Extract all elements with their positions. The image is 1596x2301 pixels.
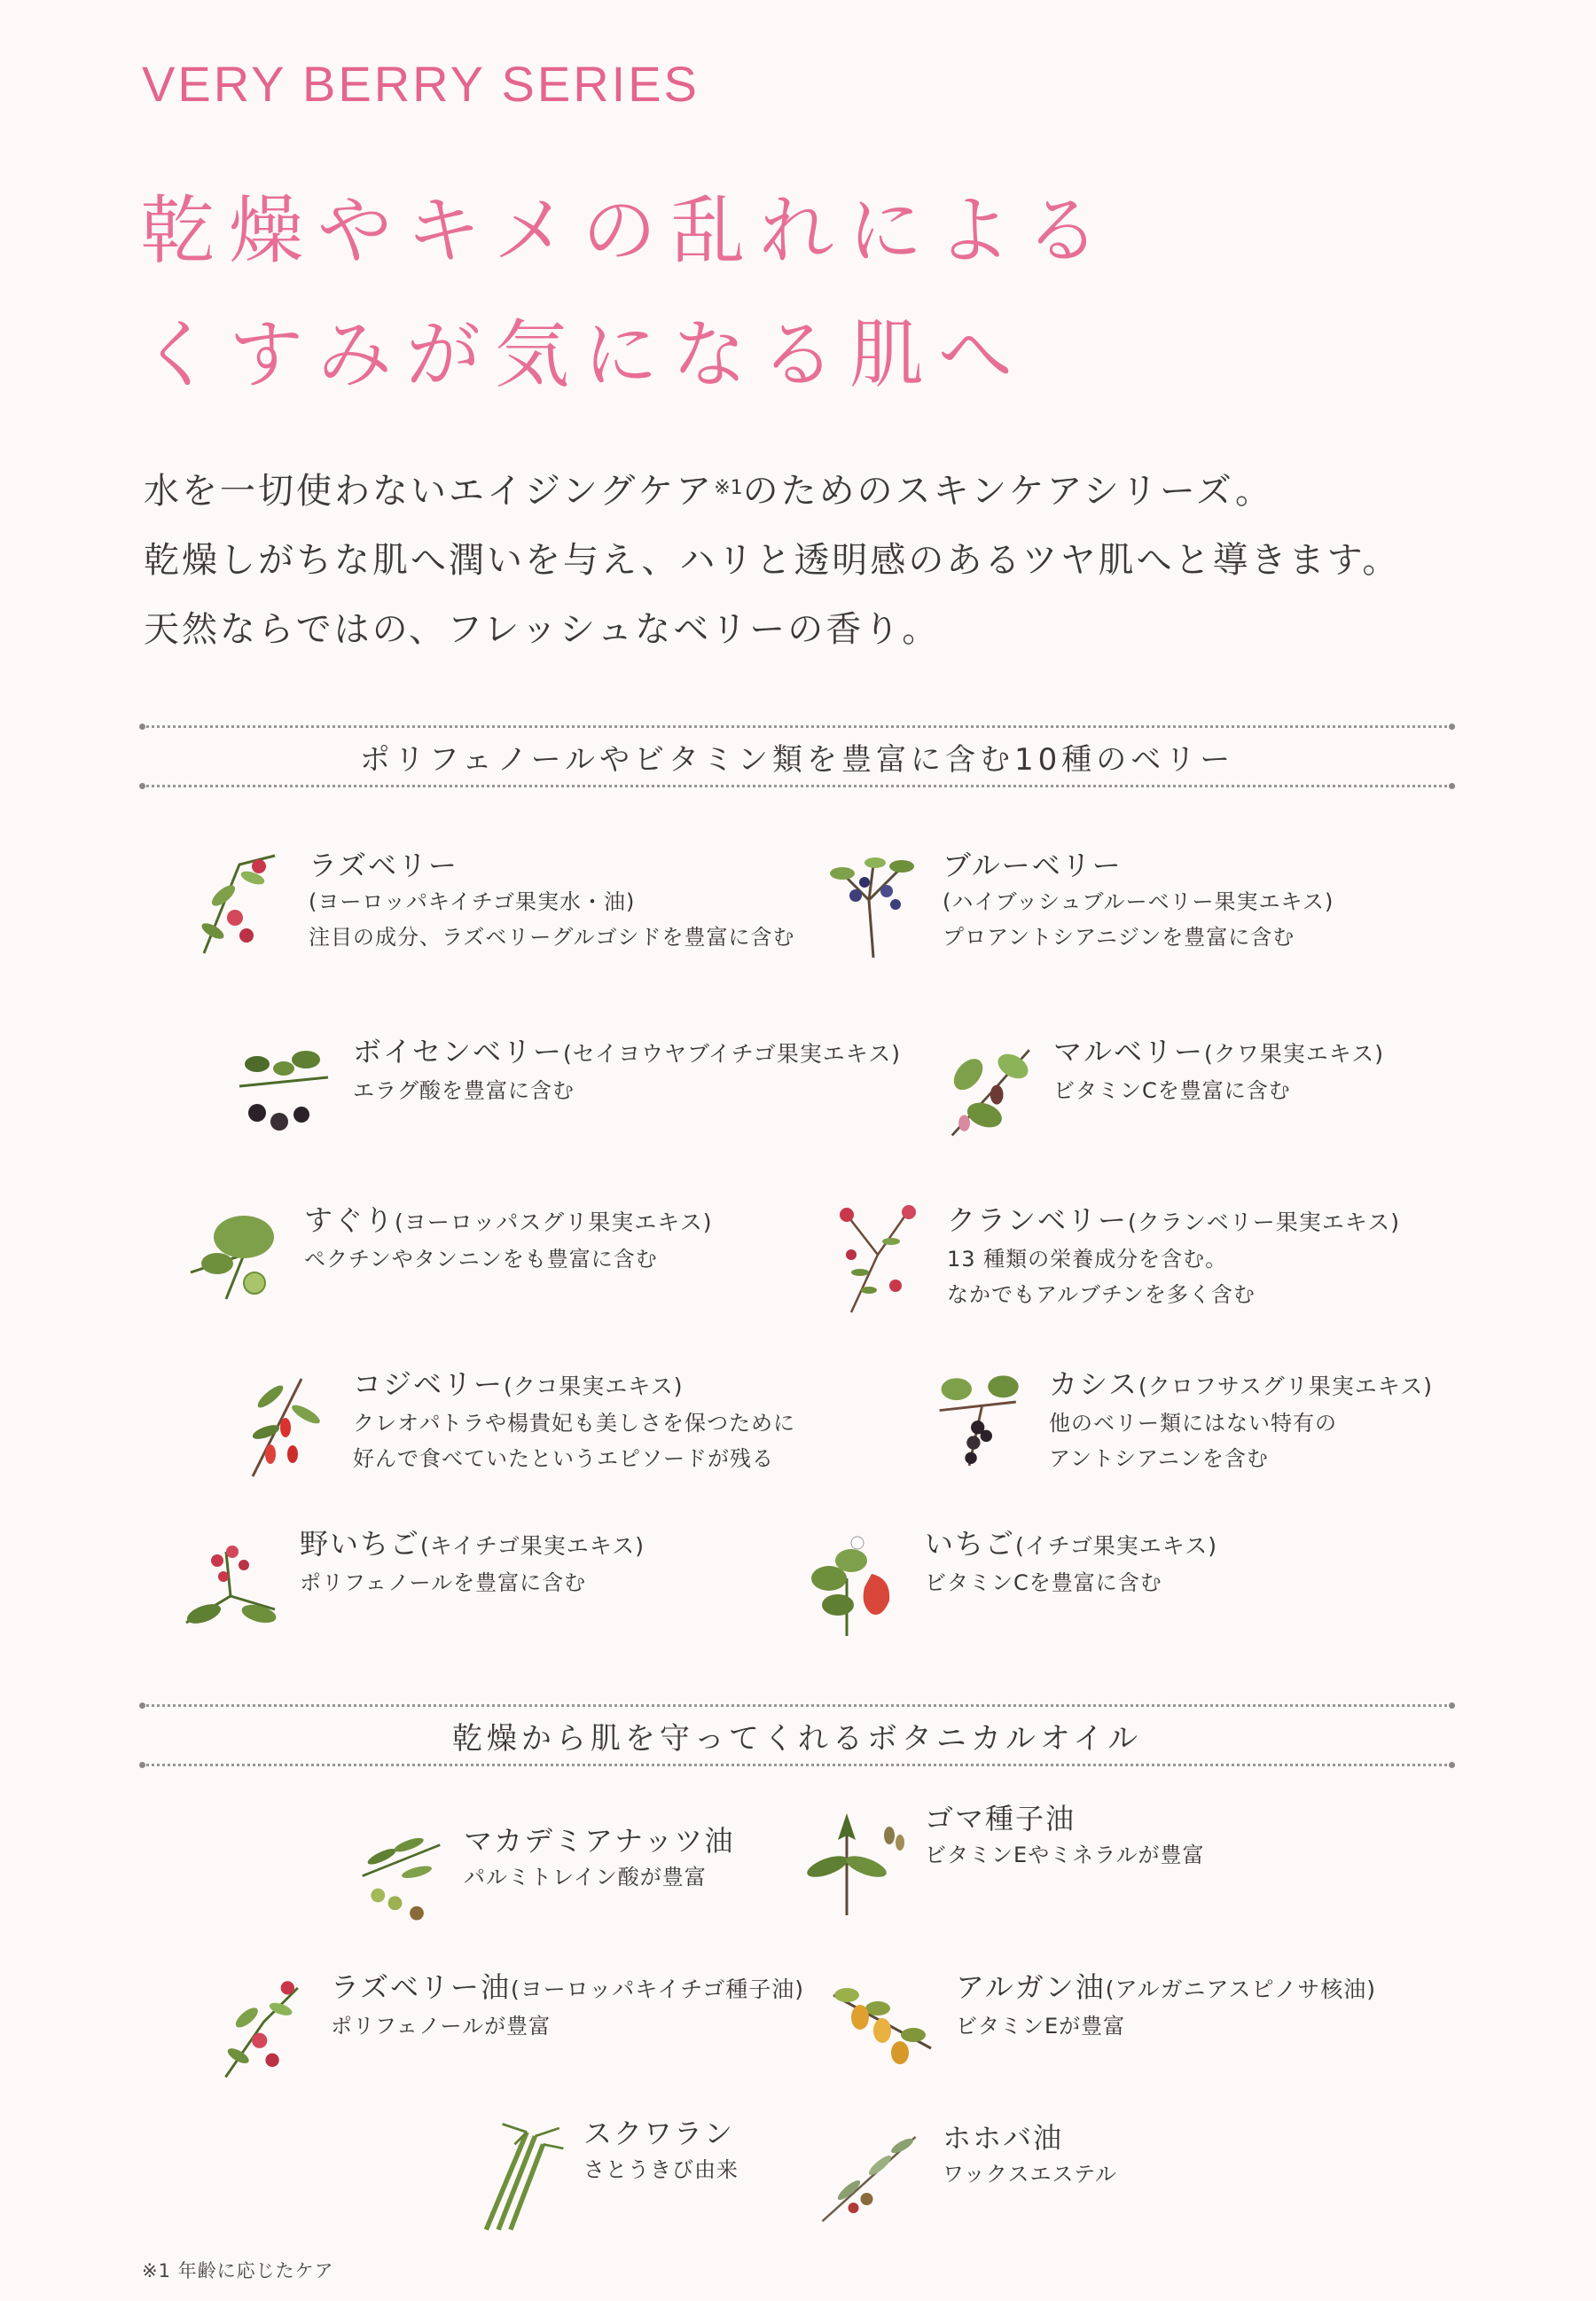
berry-name-text: クランベリー [947, 1203, 1129, 1237]
intro-line-3: 天然ならではの、フレッシュなベリーの香り。 [144, 609, 941, 650]
berry-description: エラグ酸を豊富に含む [353, 1078, 575, 1103]
berry-source: (クロフサスグリ果実エキス) [1138, 1374, 1434, 1399]
oil-item-jojoba [816, 2119, 1117, 2234]
berry-name [353, 1366, 795, 1405]
berry-item-blackcurrant [931, 1366, 1433, 1481]
oil-name: スクワラン [583, 2117, 735, 2150]
oil-item-raspberry-seed [213, 1968, 804, 2084]
berry-description: ペクチンやタンニンをも豊富に含む [304, 1247, 658, 1272]
oil-name: ホホバ油 [943, 2121, 1064, 2155]
berry-name [304, 1201, 713, 1241]
divider-bottom [142, 785, 1452, 787]
sugarcane-icon [470, 2115, 567, 2239]
oil-name-text: アルガン油 [956, 1970, 1106, 2004]
berry-description: ビタミンCを豊富に含む [925, 1570, 1162, 1595]
berry-source: (ヨーロッパスグリ果実エキス) [395, 1209, 713, 1235]
berry-name-text: いちご [925, 1527, 1016, 1561]
oil-item-sesame [802, 1800, 1204, 1915]
berry-item-blueberry [820, 847, 1334, 962]
oil-name [956, 1968, 1376, 2008]
berry-description: 他のベリー類にはない特有の [1049, 1411, 1337, 1436]
wild-strawberry-icon [177, 1525, 284, 1640]
berry-name: ラズベリー [309, 849, 459, 882]
headline-line-1: 乾燥やキメの乱れによる [140, 187, 1115, 274]
blueberry-icon [820, 847, 927, 962]
oil-description: ビタミンEが豊富 [956, 2014, 1126, 2039]
berry-source: (セイヨウヤブイチゴ果実エキス) [563, 1041, 902, 1067]
berry-name [947, 1201, 1400, 1241]
berry-name: ブルーベリー [943, 849, 1123, 882]
berry-source: (クランベリー果実エキス) [1128, 1209, 1401, 1235]
berry-name-text: すぐり [304, 1203, 395, 1237]
berry-description: クレオパトラや楊貴妃も美しさを保つために [353, 1411, 796, 1436]
oil-source: (ヨーロッパキイチゴ種子油) [511, 1976, 805, 2002]
berry-name [925, 1525, 1217, 1565]
strawberry-icon [802, 1525, 909, 1640]
berry-name-text: マルベリー [1053, 1035, 1205, 1068]
berry-item-gooseberry [182, 1201, 713, 1317]
berry-source: (ヨーロッパキイチゴ果実水・油) [309, 889, 636, 914]
berry-name-text: ボイセンベリー [353, 1035, 564, 1068]
berry-item-strawberry [802, 1525, 1217, 1640]
blackcurrant-icon [931, 1366, 1033, 1481]
intro-line-1b: のためのスキンケアシリーズ。 [742, 471, 1274, 512]
berry-name [353, 1033, 901, 1073]
series-title: VERY BERRY SERIES [142, 56, 700, 112]
oils-heading: 乾燥から肌を守ってくれるボタニカルオイル [451, 1720, 1143, 1757]
oil-description: ワックスエステル [943, 2162, 1117, 2187]
oil-description: さとうきび由来 [583, 2157, 739, 2182]
berry-item-boysenberry [231, 1033, 901, 1148]
berry-source: (ハイブッシュブルーベリー果実エキス) [943, 889, 1334, 914]
raspberry-icon [186, 847, 293, 962]
berry-description: ビタミンCを豊富に含む [1053, 1078, 1291, 1103]
goji-berry-icon [231, 1366, 337, 1481]
berry-description-2: なかでもアルブチンを多く含む [947, 1282, 1256, 1307]
argan-icon [825, 1968, 940, 2084]
oil-name: マカデミアナッツ油 [464, 1824, 735, 1858]
oil-name: ゴマ種子油 [925, 1802, 1076, 1835]
oil-description: ポリフェノールが豊富 [331, 2014, 552, 2039]
berry-description: 13 種類の栄養成分を含む。 [947, 1247, 1228, 1272]
berry-item-goji [231, 1366, 795, 1481]
oil-name [331, 1968, 804, 2008]
berry-description-2: 好んで食べていたというエピソードが残る [353, 1446, 774, 1471]
berry-name [1053, 1033, 1384, 1073]
oil-name-text: ラズベリー油 [331, 1970, 512, 2004]
cranberry-icon [825, 1201, 931, 1317]
berry-description-2: アントシアニンを含む [1049, 1446, 1269, 1471]
berry-source: (クコ果実エキス) [504, 1374, 684, 1399]
footnote: ※1 年齢に応じたケア [142, 2260, 334, 2281]
intro-line-1a: 水を一切使わないエイジングケア [144, 471, 715, 512]
sesame-icon [802, 1800, 909, 1915]
berry-item-cranberry [825, 1201, 1400, 1317]
oil-item-macadamia [355, 1822, 734, 1937]
oil-item-argan [825, 1968, 1376, 2084]
raspberry-oil-icon [213, 1968, 315, 2084]
jojoba-icon [816, 2119, 927, 2234]
berry-item-raspberry [186, 847, 795, 962]
berries-heading-band [142, 725, 1452, 787]
berry-item-mulberry [940, 1033, 1384, 1148]
intro-text [144, 454, 1400, 664]
berries-heading: ポリフェノールやビタミン類を豊富に含む10種のベリー [359, 741, 1235, 778]
berry-item-wild-strawberry [177, 1525, 645, 1640]
oils-heading-band [142, 1704, 1452, 1766]
berry-name [300, 1525, 645, 1565]
berry-source: (クワ果実エキス) [1204, 1041, 1385, 1067]
gooseberry-icon [182, 1201, 288, 1317]
macadamia-icon [355, 1822, 448, 1937]
headline [140, 168, 1114, 417]
berry-source: (キイチゴ果実エキス) [420, 1533, 645, 1559]
berry-description: プロアントシアニジンを豊富に含む [943, 925, 1295, 950]
berry-name [1049, 1366, 1433, 1405]
headline-line-2: くすみが気になる肌へ [140, 311, 1028, 398]
oil-item-squalane [470, 2115, 739, 2239]
intro-line-2: 乾燥しがちな肌へ潤いを与え、ハリと透明感のあるツヤ肌へと導きます。 [144, 540, 1401, 581]
oil-description: ビタミンEやミネラルが豊富 [925, 1843, 1205, 1867]
berry-description: 注目の成分、ラズベリーグルゴシドを豊富に含む [309, 925, 795, 950]
boysenberry-icon [231, 1033, 337, 1148]
divider-bottom [142, 1764, 1452, 1766]
berry-description: ポリフェノールを豊富に含む [300, 1570, 587, 1595]
oil-description: パルミトレイン酸が豊富 [464, 1865, 707, 1890]
berry-source: (イチゴ果実エキス) [1015, 1533, 1218, 1559]
berry-name-text: カシス [1049, 1367, 1139, 1401]
oil-source: (アルガニアスピノサ核油) [1105, 1976, 1376, 2002]
berry-name-text: 野いちご [300, 1527, 421, 1561]
footnote-mark: ※1 [714, 477, 743, 499]
intro-line-1 [144, 454, 1400, 526]
berry-name-text: コジベリー [353, 1367, 505, 1401]
mulberry-icon [940, 1033, 1037, 1148]
